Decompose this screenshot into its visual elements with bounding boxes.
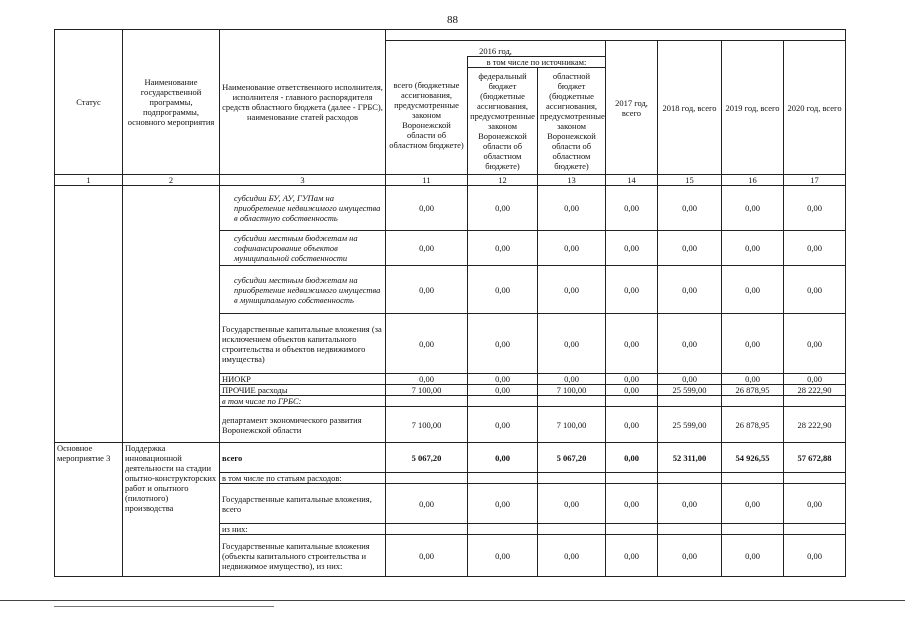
empty-cell [386,396,468,407]
value-cell: 0,00 [658,266,722,314]
value-cell: 0,00 [468,385,538,396]
table-row [55,443,846,473]
value-cell: 0,00 [722,231,784,266]
empty-cell [658,396,722,407]
status-cell-empty [55,186,123,443]
value-cell: 5 067,20 [386,443,468,473]
value-cell: 0,00 [722,186,784,231]
value-cell: 0,00 [606,385,658,396]
column-number: 17 [784,175,846,186]
empty-cell [538,473,606,484]
header-regional-budget: областной бюджет (бюджетные ассигнования, предусмотренные законом Воронежской области об областном бюджете) [538,68,606,175]
section-name: Поддержка инновационной деятельности на стадии опытно-конструкторских работ и опытного (пилотного) производства [123,443,220,577]
header-2019: 2019 год, всего [722,41,784,175]
value-cell: 0,00 [606,535,658,577]
bottom-rule-short [54,606,274,607]
value-cell: 7 100,00 [386,385,468,396]
empty-cell [784,396,846,407]
empty-cell [468,473,538,484]
header-federal-budget: федеральный бюджет (бюджетные ассигнования, предусмотренные законом Воронежской области об областном бюджете) [468,68,538,175]
header-sources: в том числе по источникам: [468,57,606,68]
budget-table [54,29,846,577]
value-cell: 0,00 [468,266,538,314]
table-header [55,30,846,186]
empty-cell [722,524,784,535]
empty-cell [784,524,846,535]
value-cell: 0,00 [386,231,468,266]
value-cell: 0,00 [784,535,846,577]
value-cell: 0,00 [722,314,784,374]
column-number: 12 [468,175,538,186]
value-cell: 0,00 [386,484,468,524]
row-label: из них: [220,524,386,535]
value-cell: 0,00 [606,231,658,266]
value-cell: 0,00 [784,266,846,314]
header-2020: 2020 год, всего [784,41,846,175]
value-cell: 25 599,00 [658,385,722,396]
row-label: субсидии БУ, АУ, ГУПам на приобретение недвижимого имущества в областную собственность [220,186,386,231]
row-label: в том числе по ГРБС: [220,396,386,407]
column-number: 14 [606,175,658,186]
value-cell: 0,00 [606,374,658,385]
value-cell: 0,00 [386,374,468,385]
empty-cell [606,396,658,407]
row-label: всего [220,443,386,473]
value-cell: 0,00 [784,374,846,385]
value-cell: 0,00 [386,186,468,231]
header-2017: 2017 год, всего [606,41,658,175]
column-number: 15 [658,175,722,186]
column-number-row [55,175,846,186]
value-cell: 0,00 [606,407,658,443]
column-number: 2 [123,175,220,186]
value-cell: 0,00 [468,407,538,443]
empty-cell [386,473,468,484]
empty-cell [606,524,658,535]
value-cell: 0,00 [386,266,468,314]
header-executor-name: Наименование ответственного исполнителя, исполнителя - главного распорядителя средств областного бюджета (далее - ГРБС), наименование статей расходов [220,30,386,175]
value-cell: 0,00 [722,266,784,314]
value-cell: 0,00 [606,314,658,374]
value-cell: 0,00 [784,231,846,266]
value-cell: 0,00 [538,231,606,266]
row-label: субсидии местным бюджетам на приобретение недвижимого имущества в муниципальную собственность [220,266,386,314]
value-cell: 0,00 [538,374,606,385]
empty-cell [658,524,722,535]
value-cell: 7 100,00 [386,407,468,443]
value-cell: 0,00 [658,484,722,524]
value-cell: 0,00 [606,484,658,524]
section-main-activity-3 [55,443,846,577]
value-cell: 0,00 [538,484,606,524]
table-row [55,186,846,231]
value-cell: 0,00 [468,231,538,266]
value-cell: 0,00 [468,314,538,374]
empty-cell [784,473,846,484]
value-cell: 0,00 [606,443,658,473]
value-cell: 0,00 [538,535,606,577]
value-cell: 0,00 [386,535,468,577]
value-cell: 0,00 [538,186,606,231]
value-cell: 0,00 [538,314,606,374]
value-cell: 0,00 [538,266,606,314]
value-cell: 0,00 [784,484,846,524]
row-label: ПРОЧИЕ расходы [220,385,386,396]
value-cell: 0,00 [386,314,468,374]
value-cell: 26 878,95 [722,407,784,443]
value-cell: 0,00 [784,314,846,374]
header-total-2016: всего (бюджетные ассигнования, предусмотренные законом Воронежской области об областном бюджете) [386,57,468,175]
value-cell: 0,00 [722,484,784,524]
program-cell-empty [123,186,220,443]
bottom-rule [0,600,905,601]
empty-cell [468,396,538,407]
empty-cell [538,396,606,407]
value-cell: 0,00 [468,484,538,524]
column-number: 1 [55,175,123,186]
section-status: Основное мероприятие 3 [55,443,123,577]
value-cell: 0,00 [784,186,846,231]
empty-cell [722,473,784,484]
header-program-name: Наименование государственной программы, подпрограммы, основного мероприятия [123,30,220,175]
value-cell: 0,00 [658,374,722,385]
value-cell: 25 599,00 [658,407,722,443]
rows-top [55,186,846,443]
header-status: Статус [55,30,123,175]
row-label: Государственные капитальные вложения (за исключением объектов капитального строительства и объектов недвижимого имущества) [220,314,386,374]
value-cell: 0,00 [658,231,722,266]
empty-cell [606,473,658,484]
value-cell: 7 100,00 [538,385,606,396]
value-cell: 0,00 [468,443,538,473]
value-cell: 57 672,88 [784,443,846,473]
header-empty-cell [386,30,846,41]
value-cell: 0,00 [468,535,538,577]
empty-cell [538,524,606,535]
column-number: 3 [220,175,386,186]
value-cell: 0,00 [606,266,658,314]
value-cell: 28 222,90 [784,385,846,396]
empty-cell [386,524,468,535]
empty-cell [722,396,784,407]
value-cell: 28 222,90 [784,407,846,443]
row-label: департамент экономического развития Воронежской области [220,407,386,443]
empty-cell [468,524,538,535]
row-label: Государственные капитальные вложения, всего [220,484,386,524]
value-cell: 0,00 [722,535,784,577]
value-cell: 0,00 [658,314,722,374]
row-label: Государственные капитальные вложения (объекты капитального строительства и недвижимое имущество), из них: [220,535,386,577]
column-number: 13 [538,175,606,186]
empty-cell [658,473,722,484]
value-cell: 0,00 [658,535,722,577]
value-cell: 0,00 [722,374,784,385]
row-label: субсидии местным бюджетам на софинансирование объектов муниципальной собственности [220,231,386,266]
row-label: в том числе по статьям расходов: [220,473,386,484]
value-cell: 0,00 [658,186,722,231]
column-number: 16 [722,175,784,186]
page-number: 88 [447,14,458,26]
header-year-2016: 2016 год, [386,41,606,57]
value-cell: 0,00 [468,186,538,231]
value-cell: 0,00 [468,374,538,385]
value-cell: 7 100,00 [538,407,606,443]
row-label: НИОКР [220,374,386,385]
value-cell: 52 311,00 [658,443,722,473]
value-cell: 54 926,55 [722,443,784,473]
value-cell: 26 878,95 [722,385,784,396]
value-cell: 0,00 [606,186,658,231]
header-2018: 2018 год, всего [658,41,722,175]
value-cell: 5 067,20 [538,443,606,473]
column-number: 11 [386,175,468,186]
